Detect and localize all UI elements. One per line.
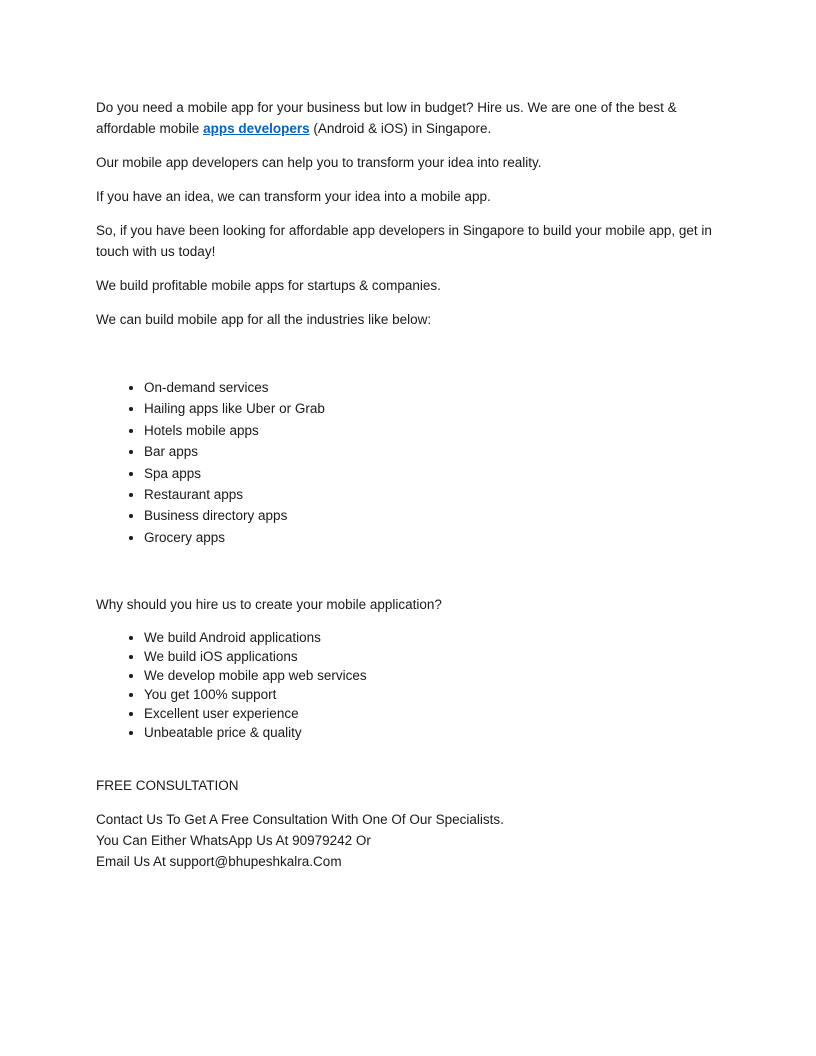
list-item: • Hotels mobile apps: [144, 420, 720, 441]
intro-paragraph-1: [96, 97, 720, 139]
list-item: • You get 100% support: [144, 686, 720, 705]
list-item: • Grocery apps: [144, 527, 720, 548]
list-item: • We build iOS applications: [144, 648, 720, 667]
intro-paragraph-3: If you have an idea, we can transform your idea into a mobile app.: [96, 189, 491, 204]
contact-paragraph: [96, 809, 720, 872]
apps-developers-link[interactable]: apps developers: [203, 121, 310, 136]
intro-paragraph-4: So, if you have been looking for affordable app developers in Singapore to build your mobile app, get in touch with us today!: [96, 223, 712, 259]
list-item: • Hailing apps like Uber or Grab: [144, 398, 720, 419]
list-item: • We develop mobile app web services: [144, 667, 720, 686]
list-item: • Bar apps: [144, 441, 720, 462]
intro-paragraph-1-text-before: Do you need a mobile app for your business but low in budget? Hire us. We are one of the best & affordable mobile: [96, 100, 677, 136]
list-item: • We build Android applications: [144, 629, 720, 648]
why-hire-heading: Why should you hire us to create your mobile application?: [96, 597, 442, 613]
free-consultation-heading: FREE CONSULTATION: [96, 777, 239, 793]
intro-paragraph-5: We build profitable mobile apps for startups & companies.: [96, 278, 441, 293]
contact-line-1: Contact Us To Get A Free Consultation With One Of Our Specialists.: [96, 811, 504, 827]
list-item: • Unbeatable price & quality: [144, 724, 720, 743]
industries-list: [96, 377, 720, 548]
intro-paragraph-2: Our mobile app developers can help you to transform your idea into reality.: [96, 155, 542, 170]
list-item: • Business directory apps: [144, 505, 720, 526]
intro-paragraph-6: We can build mobile app for all the industries like below:: [96, 312, 432, 327]
list-item: • Restaurant apps: [144, 484, 720, 505]
intro-paragraph-1-text-after: (Android & iOS) in Singapore.: [309, 121, 492, 136]
list-item: • Excellent user experience: [144, 705, 720, 724]
list-item: • On-demand services: [144, 377, 720, 398]
contact-line-3: Email Us At support@bhupeshkalra.Com: [96, 853, 342, 869]
list-item: • Spa apps: [144, 463, 720, 484]
contact-line-2: You Can Either WhatsApp Us At 90979242 Or: [96, 832, 371, 848]
reasons-list: [96, 629, 720, 742]
